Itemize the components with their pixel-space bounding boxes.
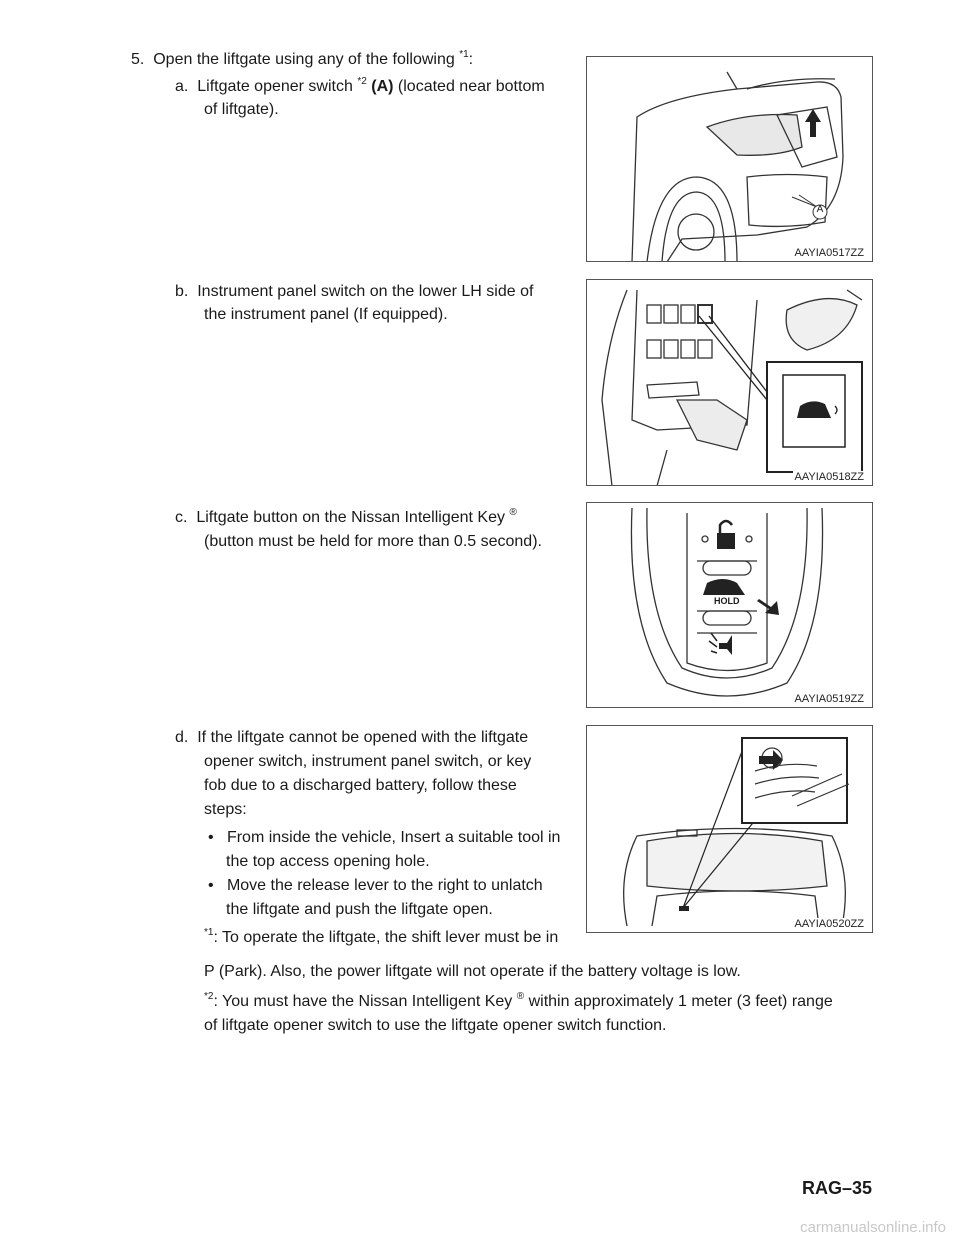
figure-liftgate-switch	[586, 56, 873, 262]
footnote-mark: *1	[204, 927, 214, 938]
step-number: 5.	[131, 51, 145, 68]
step-d-line2: opener switch, instrument panel switch, or key	[204, 753, 532, 770]
bullet-mark: •	[208, 877, 214, 894]
step-b	[175, 280, 533, 303]
bullet-1-cont: the top access opening hole.	[226, 853, 430, 870]
figure-instrument-panel-switch	[586, 279, 873, 486]
step-text: If the liftgate cannot be opened with the liftgate	[197, 729, 529, 746]
step-d-line4: steps:	[204, 801, 247, 818]
figure-code: AAYIA0518ZZ	[794, 471, 864, 483]
step-b-cont: the instrument panel (If equipped).	[204, 306, 448, 323]
step-c-cont: (button must be held for more than 0.5 second).	[204, 533, 542, 550]
watermark[interactable]: carmanualsonline.info	[800, 1219, 946, 1236]
note-text: within approximately 1 meter (3 feet) range	[528, 993, 833, 1010]
step-c	[175, 506, 517, 529]
step-d	[175, 726, 528, 749]
colon: :	[468, 51, 474, 68]
step-text: Open the liftgate using any of the following	[153, 51, 455, 68]
step-d-line3: fob due to a discharged battery, follow these	[204, 777, 517, 794]
note-text: : To operate the liftgate, the shift lever must be in	[213, 929, 559, 946]
figure-code: AAYIA0517ZZ	[794, 247, 864, 259]
callout-a-label: A	[816, 204, 824, 215]
bullet-text: Move the release lever to the right to unlatch	[226, 877, 543, 894]
step-text: (located near bottom	[397, 78, 545, 95]
step-a	[175, 75, 545, 98]
step-text: Liftgate opener switch	[197, 78, 353, 95]
figure-intelligent-key	[586, 502, 873, 708]
footnote-ref: *1	[459, 49, 469, 60]
step-letter: a.	[175, 78, 189, 95]
note-1	[204, 926, 558, 949]
note-2-cont: of liftgate opener switch to use the liftgate opener switch function.	[204, 1017, 667, 1034]
bullet-2-cont: the liftgate and push the liftgate open.	[226, 901, 493, 918]
callout-ref: (A)	[371, 78, 394, 95]
step-text: Instrument panel switch on the lower LH side of	[197, 283, 534, 300]
note-2	[204, 990, 833, 1013]
registered-mark: ®	[516, 991, 525, 1002]
figure-code: AAYIA0520ZZ	[794, 918, 864, 930]
vehicle-rear-illustration	[587, 57, 873, 262]
footnote-ref: *2	[357, 76, 367, 87]
bullet-1	[208, 826, 560, 849]
footnote-mark: *2	[204, 991, 214, 1002]
instrument-panel-illustration	[587, 280, 873, 486]
step-letter: b.	[175, 283, 189, 300]
step-letter: d.	[175, 729, 189, 746]
step-a-cont: of liftgate).	[204, 101, 279, 118]
bullet-mark: •	[208, 829, 214, 846]
page-number: RAG–35	[801, 1178, 872, 1198]
step-5	[131, 48, 473, 71]
bullet-text: From inside the vehicle, Insert a suitable tool in	[226, 829, 561, 846]
step-text: Liftgate button on the Nissan Intelligent Key	[196, 509, 505, 526]
figure-code: AAYIA0519ZZ	[794, 693, 864, 705]
step-letter: c.	[175, 509, 188, 526]
bullet-2	[208, 874, 543, 897]
registered-mark: ®	[509, 507, 517, 518]
liftgate-interior-illustration	[587, 726, 873, 933]
note-1-cont: P (Park). Also, the power liftgate will not operate if the battery voltage is low.	[204, 963, 741, 980]
hold-label: HOLD	[714, 596, 740, 606]
note-text: : You must have the Nissan Intelligent Key	[213, 993, 513, 1010]
figure-manual-release	[586, 725, 873, 933]
